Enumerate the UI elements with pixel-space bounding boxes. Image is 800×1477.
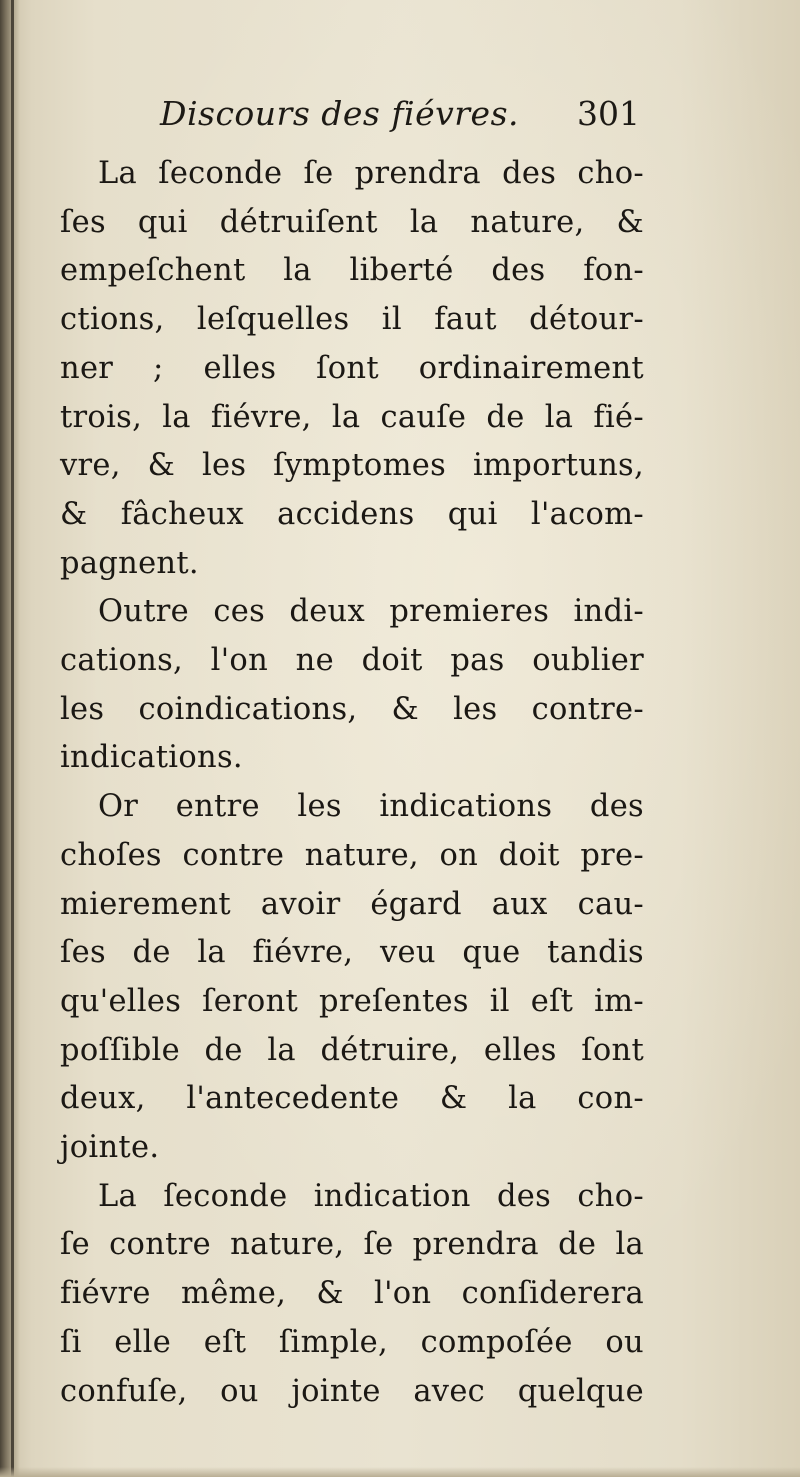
page-edge xyxy=(11,0,14,1477)
text-line: confuſe, ou jointe avec quelque xyxy=(60,1373,644,1409)
text-line: cations, l'on ne doit pas oublier xyxy=(60,643,644,679)
text-line: Outre ces deux premieres indi- xyxy=(98,594,644,630)
binding-shadow xyxy=(0,0,20,1477)
text-line: ner ; elles ſont ordinairement xyxy=(60,350,644,386)
text-line: & fâcheux accidens qui l'acom- xyxy=(60,496,644,532)
page-bottom-edge xyxy=(0,1467,800,1477)
text-line: choſes contre nature, on doit pre- xyxy=(60,837,644,873)
text-line: ſi elle eſt ſimple, compoſée ou xyxy=(60,1324,644,1360)
text-line: ſe contre nature, ſe prendra de la xyxy=(60,1227,644,1263)
text-line: jointe. xyxy=(60,1130,160,1166)
text-line: empeſchent la liberté des fon- xyxy=(60,253,644,289)
text-line: ſes de la fiévre, veu que tandis xyxy=(60,935,644,971)
text-line: ſes qui détruiſent la nature, & xyxy=(60,204,644,240)
text-line: qu'elles ſeront preſentes il eſt im- xyxy=(60,983,644,1019)
page-number: 301 xyxy=(577,94,640,133)
text-line: trois, la fiévre, la cauſe de la fié- xyxy=(60,399,644,435)
text-line: mierement avoir égard aux cau- xyxy=(60,886,644,922)
text-line: La ſeconde indication des cho- xyxy=(98,1178,644,1214)
text-line: deux, l'antecedente & la con- xyxy=(60,1081,644,1117)
text-line: les coindications, & les contre- xyxy=(60,691,644,727)
text-line: indications. xyxy=(60,740,243,776)
text-line: poſſible de la détruire, elles ſont xyxy=(60,1032,644,1068)
page-header xyxy=(60,94,640,144)
text-line: ctions, leſquelles il faut détour- xyxy=(60,302,644,338)
text-line: vre, & les ſymptomes importuns, xyxy=(60,448,644,484)
text-line: pagnent. xyxy=(60,545,199,581)
text-line: La ſeconde ſe prendra des cho- xyxy=(98,156,644,191)
body-text xyxy=(60,150,644,1416)
running-title: Discours des fiévres. xyxy=(160,94,519,133)
text-line: fiévre même, & l'on conſiderera xyxy=(60,1276,644,1312)
text-line: Or entre les indications des xyxy=(98,789,644,825)
